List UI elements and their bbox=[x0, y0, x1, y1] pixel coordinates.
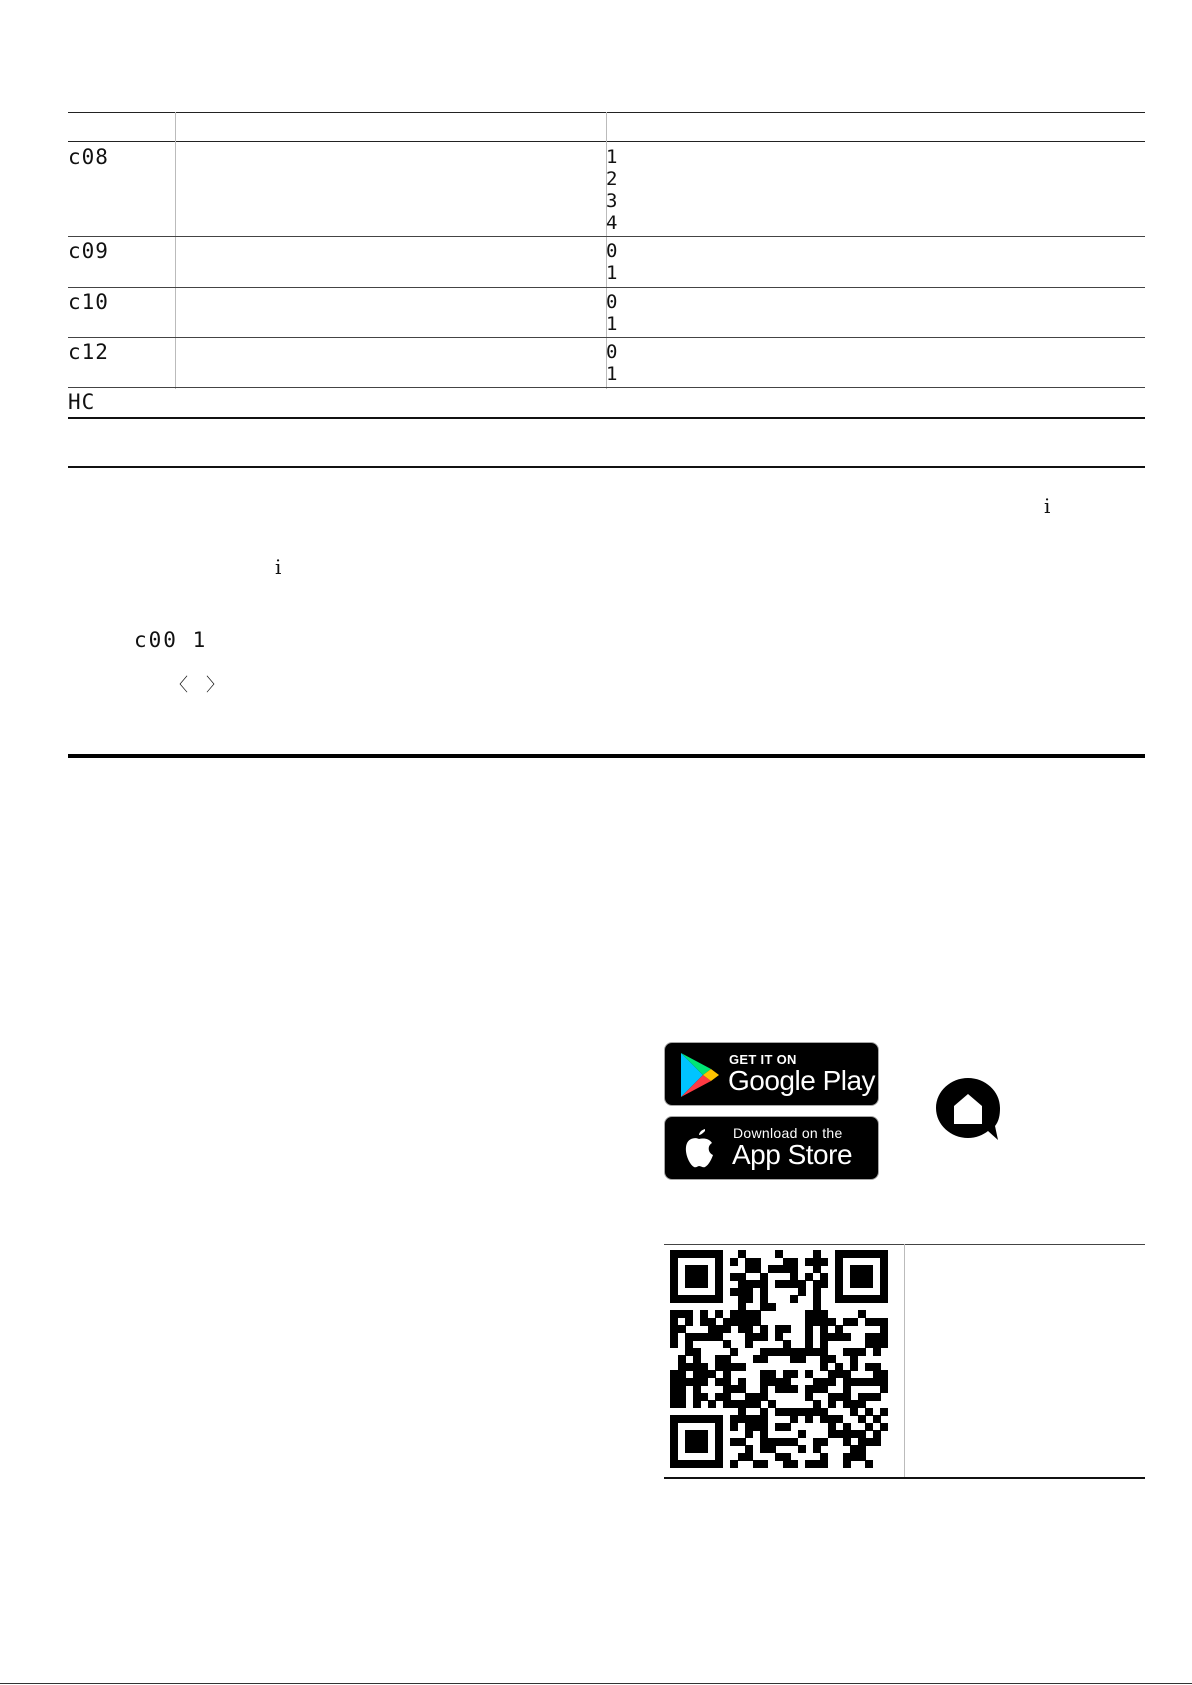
qr-module bbox=[873, 1438, 881, 1446]
qr-module bbox=[715, 1415, 723, 1468]
qr-module bbox=[738, 1363, 746, 1371]
table-column-divider-1 bbox=[175, 112, 176, 389]
qr-module bbox=[790, 1415, 798, 1423]
value-option: 1 bbox=[606, 363, 618, 385]
page-bottom-rule bbox=[0, 1683, 1192, 1684]
qr-code[interactable] bbox=[670, 1250, 888, 1468]
qr-module bbox=[790, 1385, 798, 1393]
qr-module bbox=[828, 1378, 836, 1386]
chevron-left-icon: 〈 bbox=[170, 675, 188, 696]
setting-code-c10: c10 bbox=[68, 290, 109, 314]
setting-values-c12 bbox=[606, 341, 617, 385]
section-end-rule bbox=[68, 754, 1145, 758]
chevron-right-icon: 〉 bbox=[206, 675, 224, 696]
qr-module bbox=[768, 1303, 776, 1311]
qr-module bbox=[820, 1460, 828, 1468]
qr-module bbox=[850, 1363, 858, 1371]
qr-module bbox=[798, 1355, 806, 1363]
value-option: 2 bbox=[606, 168, 618, 190]
qr-module bbox=[670, 1250, 678, 1303]
row-rule bbox=[68, 337, 1145, 338]
qr-module bbox=[730, 1258, 738, 1266]
qr-module bbox=[723, 1325, 731, 1333]
qr-module bbox=[700, 1378, 708, 1386]
qr-module bbox=[730, 1348, 738, 1356]
qr-module bbox=[715, 1250, 723, 1303]
qr-module bbox=[798, 1430, 806, 1438]
google-play-icon bbox=[677, 1051, 721, 1099]
info-icon: i bbox=[1044, 494, 1051, 518]
value-option: 0 bbox=[606, 291, 618, 313]
google-play-badge[interactable] bbox=[664, 1042, 879, 1106]
value-option: 1 bbox=[606, 262, 618, 284]
info-icon: i bbox=[275, 555, 282, 579]
value-option: 0 bbox=[606, 240, 618, 262]
row-rule bbox=[68, 287, 1145, 288]
qr-module bbox=[760, 1460, 768, 1468]
setting-values-c09 bbox=[606, 240, 617, 284]
qr-module bbox=[693, 1400, 701, 1408]
setting-code-c12: c12 bbox=[68, 340, 109, 364]
app-store-small-text: Download on the bbox=[733, 1125, 843, 1141]
qr-module bbox=[880, 1385, 888, 1393]
qr-module bbox=[820, 1280, 828, 1288]
qr-module bbox=[858, 1348, 866, 1356]
qr-module bbox=[670, 1415, 678, 1468]
qr-module bbox=[880, 1408, 888, 1416]
qr-module bbox=[760, 1355, 768, 1363]
display-code-c00-1: c00 1 bbox=[134, 628, 208, 652]
qr-module bbox=[790, 1460, 798, 1468]
qr-module bbox=[798, 1288, 806, 1296]
qr-module bbox=[790, 1295, 798, 1303]
value-option: 1 bbox=[606, 146, 618, 168]
qr-module bbox=[843, 1333, 851, 1341]
app-store-big-text: App Store bbox=[732, 1139, 853, 1170]
home-chat-bubble-icon bbox=[932, 1076, 1008, 1146]
qr-module bbox=[783, 1423, 791, 1431]
app-store-badge[interactable] bbox=[664, 1116, 879, 1180]
apple-logo-icon bbox=[681, 1127, 717, 1171]
qr-module bbox=[835, 1250, 843, 1303]
qr-module bbox=[843, 1460, 851, 1468]
qr-module bbox=[685, 1318, 693, 1326]
setting-values-c08 bbox=[606, 146, 617, 234]
qr-module bbox=[873, 1393, 881, 1401]
row-rule bbox=[68, 387, 1145, 388]
qr-module bbox=[790, 1370, 798, 1378]
qr-module bbox=[783, 1325, 791, 1333]
qr-module bbox=[873, 1348, 881, 1356]
value-option: 4 bbox=[606, 212, 618, 234]
qr-module bbox=[880, 1423, 888, 1431]
qr-module bbox=[730, 1460, 738, 1468]
qr-module bbox=[850, 1265, 873, 1288]
setting-values-c10 bbox=[606, 291, 617, 335]
setting-code-c09: c09 bbox=[68, 239, 109, 263]
qr-module bbox=[678, 1400, 686, 1408]
qr-module bbox=[820, 1258, 828, 1266]
row-rule bbox=[68, 236, 1145, 237]
value-option: 0 bbox=[606, 341, 618, 363]
qr-module bbox=[708, 1400, 716, 1408]
qr-module bbox=[685, 1430, 708, 1453]
qr-module bbox=[730, 1423, 738, 1431]
qr-module bbox=[745, 1295, 753, 1303]
qr-bottom-rule bbox=[664, 1477, 1145, 1479]
section-rule bbox=[68, 466, 1145, 468]
qr-column-divider bbox=[904, 1244, 905, 1477]
qr-module bbox=[760, 1333, 768, 1341]
qr-module bbox=[805, 1415, 813, 1423]
setting-code-c08: c08 bbox=[68, 145, 109, 169]
qr-module bbox=[745, 1430, 753, 1438]
qr-module bbox=[865, 1460, 873, 1468]
qr-module bbox=[828, 1400, 836, 1408]
table-bottom-rule bbox=[68, 417, 1145, 419]
value-option: 3 bbox=[606, 190, 618, 212]
setting-code-hc: HC bbox=[68, 390, 96, 414]
value-option: 1 bbox=[606, 313, 618, 335]
qr-module bbox=[685, 1265, 708, 1288]
qr-module bbox=[745, 1340, 753, 1348]
qr-module bbox=[850, 1318, 858, 1326]
qr-module bbox=[820, 1438, 828, 1446]
google-play-small-text: GET IT ON bbox=[729, 1052, 797, 1067]
qr-module bbox=[798, 1445, 806, 1453]
qr-module bbox=[670, 1340, 678, 1348]
google-play-big-text: Google Play bbox=[728, 1065, 876, 1096]
qr-module bbox=[880, 1250, 888, 1303]
qr-module bbox=[880, 1340, 888, 1348]
